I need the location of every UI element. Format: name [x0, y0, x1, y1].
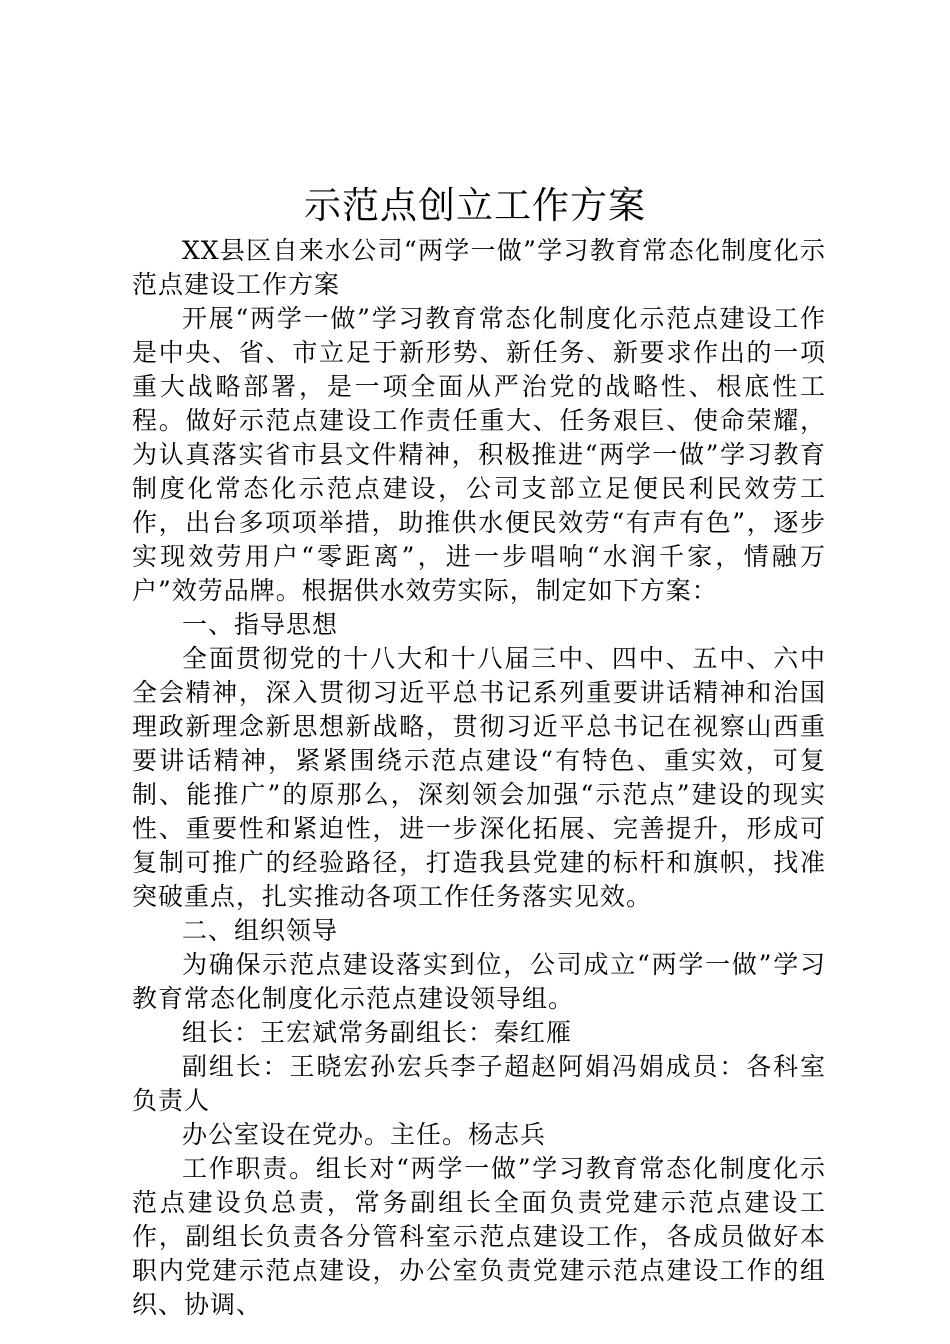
paragraph-leadership-group: 为确保示范点建设落实到位，公司成立“两学一做”学习教育常态化制度化示范点建设领导组。: [132, 950, 826, 1013]
paragraph-duties: 工作职责。组长对“两学一做”学习教育常态化制度化示范点建设负总责，常务副组长全面负责党建示范点建设工作，副组长负责各分管科室示范点建设工作，各成员做好本职内党建示范点建设，办公室负责党建示范点建设工作的组织、协调、: [132, 1154, 826, 1319]
document-title: 示范点创立工作方案: [304, 184, 646, 227]
paragraph-intro: 开展“两学一做”学习教育常态化制度化示范点建设工作是中央、省、市立足于新形势、新任务、新要求作出的一项重大战略部署，是一项全面从严治党的战略性、根底性工程。做好示范点建设工作责任重大、任务艰巨、使命荣耀，为认真落实省市县文件精神，积极推进“两学一做”学习教育制度化常态化示范点建设，公司支部立足便民利民效劳工作，出台多项项举措，助推供水便民效劳“有声有色”，逐步实现效劳用户“零距离”，进一步唱响“水润千家，情融万户”效劳品牌。根据供水效劳实际，制定如下方案：: [132, 304, 826, 605]
paragraph-group-leader: 组长：王宏斌常务副组长：秦红雁: [182, 1018, 573, 1047]
paragraph-deputy-leaders: 副组长：王晓宏孙宏兵李子超赵阿娟冯娟成员：各科室负责人: [132, 1052, 826, 1115]
document-body: [132, 234, 826, 1322]
section-heading-guiding-ideology: 一、指导思想: [182, 610, 339, 639]
section-heading-leadership: 二、组织领导: [182, 916, 339, 945]
paragraph-heading-plan: XX县区自来水公司“两学一做”学习教育常态化制度化示范点建设工作方案: [132, 236, 826, 299]
paragraph-office: 办公室设在党办。主任。杨志兵: [182, 1120, 547, 1149]
paragraph-guiding-ideology: 全面贯彻党的十八大和十八届三中、四中、五中、六中全会精神，深入贯彻习近平总书记系列重要讲话精神和治国理政新理念新思想新战略，贯彻习近平总书记在视察山西重要讲话精神，紧紧围绕示范点建设“有特色、重实效，可复制、能推广”的原那么，深刻领会加强“示范点”建设的现实性、重要性和紧迫性，进一步深化拓展、完善提升，形成可复制可推广的经验路径，打造我县党建的标杆和旗帜，找准突破重点，扎实推动各项工作任务落实见效。: [132, 644, 826, 911]
